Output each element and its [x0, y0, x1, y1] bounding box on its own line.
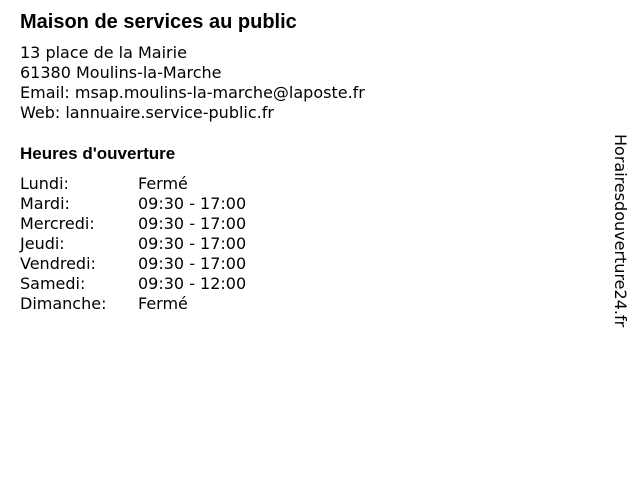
day-label: Dimanche:: [20, 294, 107, 313]
hours-heading: Heures d'ouverture: [20, 144, 176, 163]
day-label: Jeudi:: [20, 234, 65, 253]
day-hours: 09:30 - 17:00: [138, 214, 247, 233]
business-name: Maison de services au public: [20, 11, 297, 33]
day-hours: 09:30 - 12:00: [138, 274, 247, 293]
day-label: Mercredi:: [20, 214, 95, 233]
day-label: Mardi:: [20, 194, 70, 213]
address-street: 13 place de la Mairie: [20, 43, 187, 62]
day-label: Vendredi:: [20, 254, 96, 273]
day-hours: 09:30 - 17:00: [138, 254, 247, 273]
day-label: Lundi:: [20, 174, 69, 193]
day-hours: 09:30 - 17:00: [138, 194, 247, 213]
day-hours: Fermé: [138, 294, 188, 313]
day-hours: 09:30 - 17:00: [138, 234, 247, 253]
address-city: 61380 Moulins-la-Marche: [20, 63, 222, 82]
web-line: Web: lannuaire.service-public.fr: [20, 103, 274, 122]
site-watermark: Horairesdouverture24.fr: [611, 134, 630, 328]
day-hours: Fermé: [138, 174, 188, 193]
contact-block: [20, 43, 365, 123]
email-line: Email: msap.moulins-la-marche@laposte.fr: [20, 83, 365, 102]
day-label: Samedi:: [20, 274, 86, 293]
